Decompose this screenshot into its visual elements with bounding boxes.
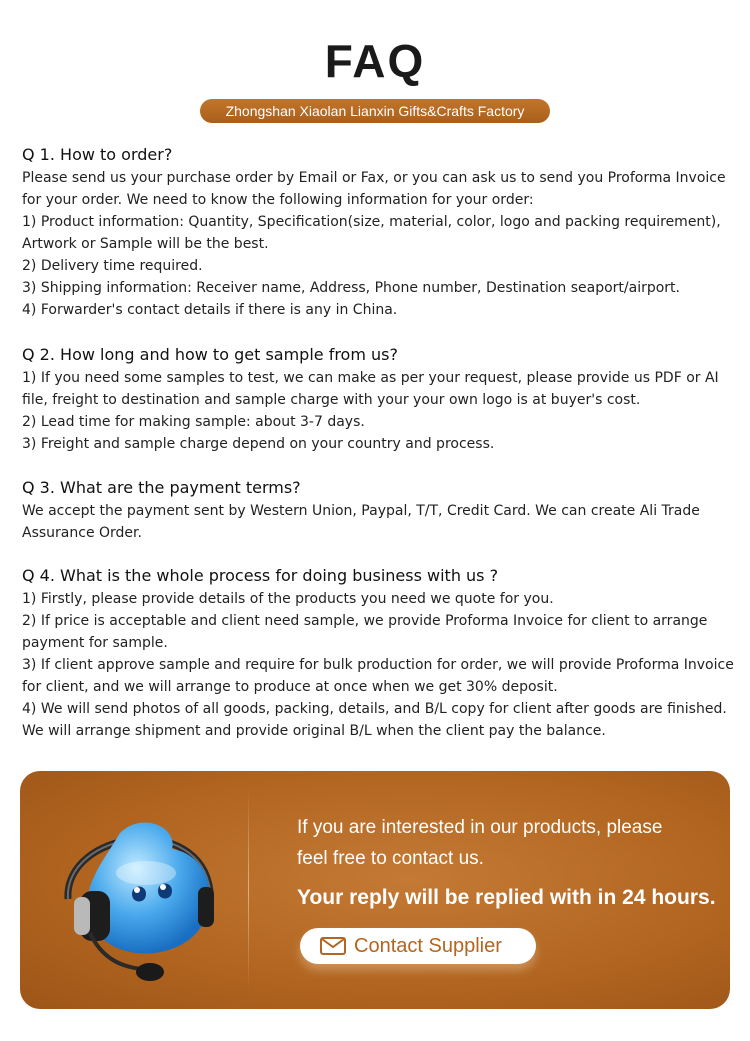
faq-answer-line: 1) Firstly, please provide details of the products you need we quote for you. — [22, 591, 554, 607]
faq-item-3 — [22, 478, 734, 544]
faq-answer-line: file, freight to destination and sample charge with your your own logo is at buyer's cost. — [22, 392, 641, 408]
faq-answer-line: 3) Shipping information: Receiver name, Address, Phone number, Destination seaport/airport. — [22, 280, 680, 296]
envelope-icon — [320, 937, 346, 955]
faq-question: Q 2. How long and how to get sample from us? — [22, 345, 398, 364]
faq-answer-line: 1) If you need some samples to test, we can make as per your request, please provide us PDF or AI — [22, 370, 719, 386]
faq-answer-line: We accept the payment sent by Western Union, Paypal, T/T, Credit Card. We can create Ali Trade — [22, 503, 700, 519]
faq-question: Q 4. What is the whole process for doing business with us ? — [22, 566, 499, 585]
faq-answer-line: 2) Delivery time required. — [22, 258, 203, 274]
company-name-badge: Zhongshan Xiaolan Lianxin Gifts&Crafts Factory — [200, 99, 550, 123]
faq-item-1 — [22, 145, 734, 321]
banner-reply-time: Your reply will be replied with in 24 hours. — [297, 886, 716, 909]
faq-answer-line: 4) We will send photos of all goods, packing, details, and B/L copy for client after goods are finished. — [22, 701, 727, 717]
faq-answer-line: Artwork or Sample will be the best. — [22, 236, 269, 252]
faq-answer-line: Please send us your purchase order by Email or Fax, or you can ask us to send you Proforma Invoice — [22, 170, 726, 186]
contact-supplier-button[interactable] — [300, 928, 536, 964]
contact-supplier-label: Contact Supplier — [354, 935, 502, 957]
faq-answer-line: 2) If price is acceptable and client need sample, we provide Proforma Invoice for client to arrange — [22, 613, 708, 629]
faq-question: Q 1. How to order? — [22, 145, 173, 164]
faq-answer-line: 2) Lead time for making sample: about 3-7 days. — [22, 414, 365, 430]
faq-answer-line: payment for sample. — [22, 635, 168, 651]
faq-item-2 — [22, 345, 734, 455]
faq-answer-line: 4) Forwarder's contact details if there is any in China. — [22, 302, 398, 318]
faq-answer-line: 3) If client approve sample and require for bulk production for order, we will provide Proforma Invoice — [22, 657, 734, 673]
faq-answer-line: 1) Product information: Quantity, Specification(size, material, color, logo and packing requirement), — [22, 214, 721, 230]
faq-answer-line: Assurance Order. — [22, 525, 142, 541]
faq-answer-line: for client, and we will arrange to produce at once when we get 30% deposit. — [22, 679, 558, 695]
page-title: FAQ — [324, 35, 426, 87]
banner-message-line-1: If you are interested in our products, please — [297, 817, 663, 838]
banner-divider — [248, 789, 249, 991]
faq-answer-line: We will arrange shipment and provide original B/L when the client pay the balance. — [22, 723, 606, 739]
faq-answer-line: 3) Freight and sample charge depend on your country and process. — [22, 436, 495, 452]
contact-banner — [20, 771, 730, 1009]
faq-answer-line: for your order. We need to know the following information for your order: — [22, 192, 534, 208]
banner-message-line-2: feel free to contact us. — [297, 848, 484, 869]
faq-question: Q 3. What are the payment terms? — [22, 478, 301, 497]
faq-item-4 — [22, 566, 734, 742]
support-headset-mascot-icon — [50, 791, 230, 991]
